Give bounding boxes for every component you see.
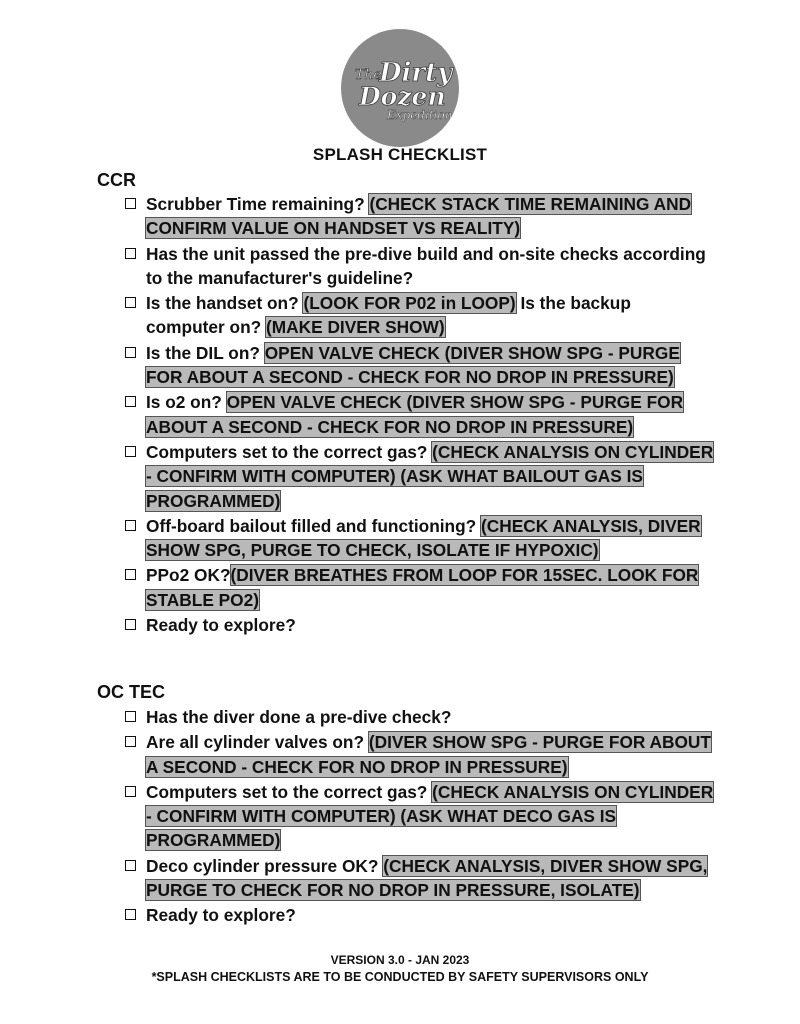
- section-heading-ccr: CCR: [97, 170, 136, 190]
- checkbox[interactable]: [125, 198, 136, 209]
- checklist-item: [124, 563, 714, 612]
- checklist-item: [124, 440, 714, 513]
- checklist-item-question: Has the diver done a pre-dive check?: [146, 707, 452, 727]
- checklist-item-question: Off-board bailout filled and functioning?: [146, 515, 482, 536]
- checkbox[interactable]: [125, 909, 136, 920]
- checkbox[interactable]: [125, 396, 136, 407]
- checklist-item-instruction: (LOOK FOR P02 in LOOP): [303, 293, 516, 314]
- checklist-item-instruction: (DIVER SHOW SPG - PURGE FOR ABOUT A SECOND - CHECK FOR NO DROP IN PRESSURE): [146, 732, 711, 777]
- supervisor-note: *SPLASH CHECKLISTS ARE TO BE CONDUCTED BY SAFETY SUPERVISORS ONLY: [151, 970, 649, 984]
- checklist-item-instruction: (CHECK ANALYSIS ON CYLINDER - CONFIRM WITH COMPUTER) (ASK WHAT BAILOUT GAS IS PROGRAMMED): [146, 441, 714, 511]
- checklist-item: [124, 341, 714, 390]
- checkbox[interactable]: [125, 860, 136, 871]
- checklist-item-question: Is the backup computer on?: [146, 293, 631, 338]
- checklist-item: [124, 903, 714, 927]
- checklist-item: [124, 390, 714, 439]
- checkbox[interactable]: [125, 446, 136, 457]
- company-logo: [341, 29, 459, 147]
- checklist-item-question: Computers set to the correct gas?: [146, 441, 433, 462]
- logo-word-dirty: Dirty: [379, 58, 453, 88]
- checklist-item-question: Is the DIL on?: [146, 342, 265, 363]
- checkbox[interactable]: [125, 786, 136, 797]
- checklist-item-question: Has the unit passed the pre-dive build and on-site checks according to the manufacturer's guideline?: [146, 243, 706, 288]
- checklist-item-question: Are all cylinder valves on?: [146, 732, 369, 753]
- checkbox[interactable]: [125, 297, 136, 308]
- checklist-item: [124, 291, 714, 340]
- checklist-item-instruction: (CHECK ANALYSIS, DIVER SHOW SPG, PURGE TO CHECK FOR NO DROP IN PRESSURE, ISOLATE): [146, 855, 708, 901]
- checklist-item: [124, 730, 714, 779]
- checkbox[interactable]: [125, 347, 136, 358]
- logo-lettering: [341, 29, 459, 147]
- version-label: VERSION 3.0 - JAN 2023: [330, 953, 470, 967]
- checklist-item-question: Ready to explore?: [146, 615, 296, 636]
- checklist-item-instruction: (DIVER BREATHES FROM LOOP FOR 15SEC. LOOK FOR STABLE PO2): [146, 565, 699, 610]
- checklist-item: [124, 780, 714, 853]
- checklist-item: [124, 242, 714, 291]
- checklist-item-question: Is the handset on?: [146, 293, 304, 314]
- checklist-item-question: Ready to explore?: [146, 905, 296, 926]
- checklist-item: [124, 705, 714, 729]
- logo-word-dozen: Dozen: [359, 82, 446, 111]
- ccr-checklist: [124, 192, 714, 638]
- checklist-item-question: Computers set to the correct gas?: [146, 781, 433, 802]
- oc-tec-checklist: [124, 705, 714, 929]
- checklist-item: [124, 854, 714, 903]
- page-title: SPLASH CHECKLIST: [312, 145, 488, 164]
- checklist-item: [124, 514, 714, 563]
- logo-word-the: The: [355, 67, 382, 83]
- checkbox[interactable]: [125, 520, 136, 531]
- checkbox[interactable]: [125, 711, 136, 722]
- checkbox[interactable]: [125, 569, 136, 580]
- section-heading-oc-tec: OC TEC: [97, 682, 166, 702]
- checklist-item-question: PPo2 OK?: [146, 565, 231, 586]
- checklist-item: [124, 192, 714, 241]
- checklist-item-question: Deco cylinder pressure OK?: [146, 855, 384, 876]
- checklist-item-instruction: OPEN VALVE CHECK (DIVER SHOW SPG - PURGE FOR ABOUT A SECOND - CHECK FOR NO DROP IN PRESSURE): [146, 342, 680, 388]
- checklist-item-instruction: (CHECK STACK TIME REMAINING AND CONFIRM VALUE ON HANDSET VS REALITY): [146, 194, 692, 239]
- checklist-item-instruction: (MAKE DIVER SHOW): [266, 317, 445, 338]
- checkbox[interactable]: [125, 736, 136, 747]
- checkbox[interactable]: [125, 619, 136, 630]
- checklist-item: [124, 613, 714, 637]
- checkbox[interactable]: [125, 248, 136, 259]
- checklist-item-instruction: (CHECK ANALYSIS, DIVER SHOW SPG, PURGE TO CHECK, ISOLATE IF HYPOXIC): [146, 515, 701, 561]
- checklist-item-instruction: (CHECK ANALYSIS ON CYLINDER - CONFIRM WITH COMPUTER) (ASK WHAT DECO GAS IS PROGRAMMED): [146, 781, 714, 851]
- checklist-item-question: Is o2 on?: [146, 392, 227, 413]
- checklist-item-question: Scrubber Time remaining?: [146, 194, 370, 214]
- logo-word-expeditions: Expeditions: [387, 108, 459, 122]
- checklist-item-instruction: OPEN VALVE CHECK (DIVER SHOW SPG - PURGE FOR ABOUT A SECOND - CHECK FOR NO DROP IN PRESSURE): [146, 392, 684, 437]
